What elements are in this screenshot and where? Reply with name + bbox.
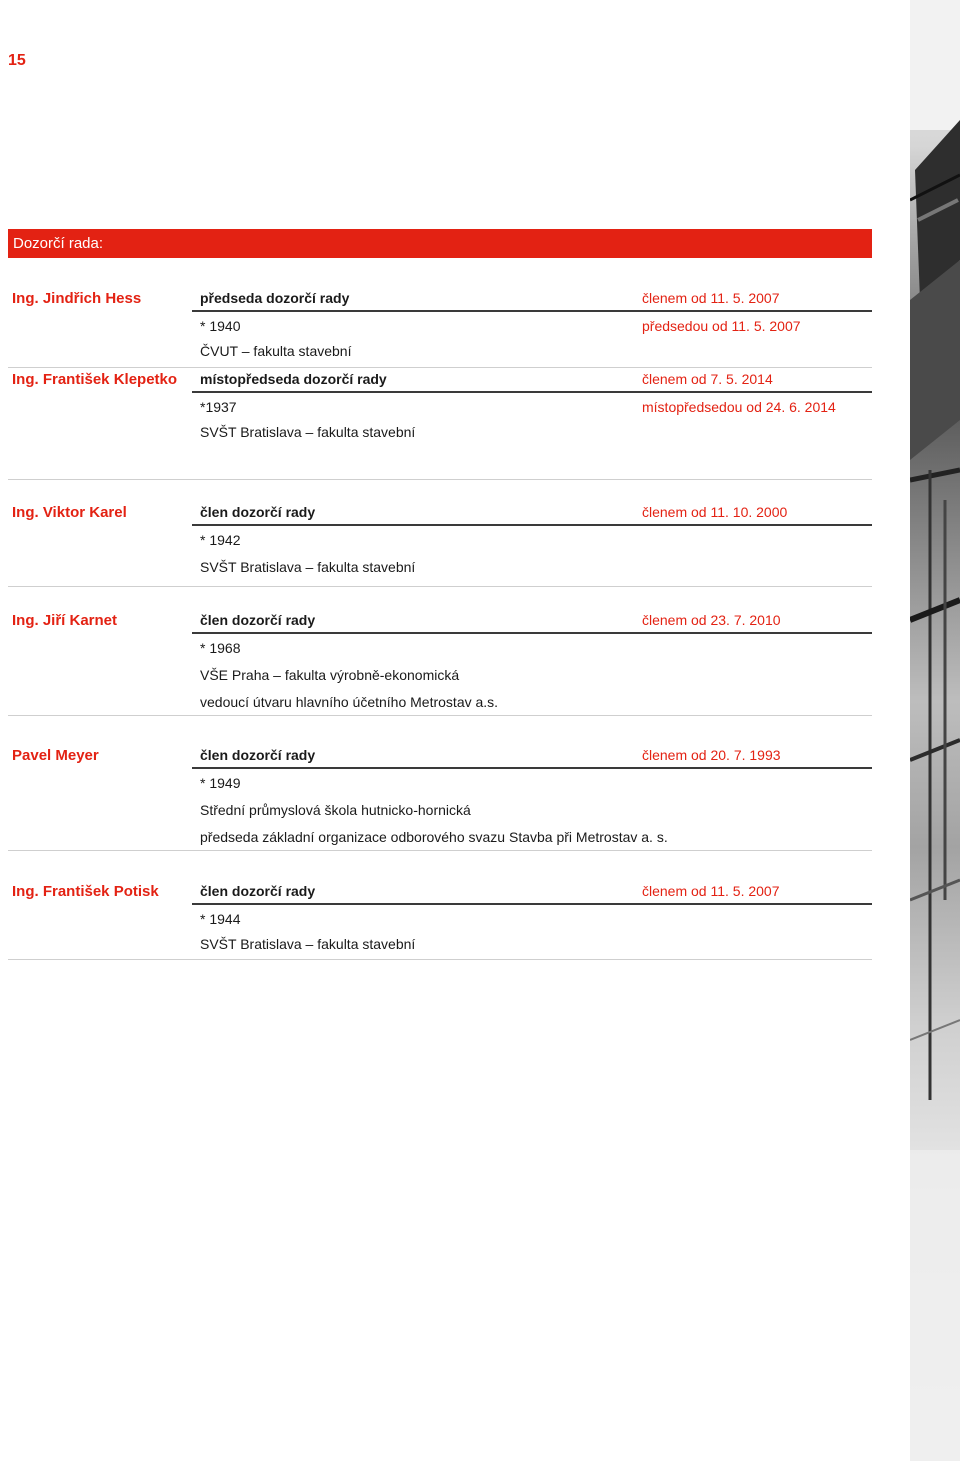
member-name: Ing. Jiří Karnet — [12, 612, 118, 629]
member-born: * 1940 — [200, 318, 241, 334]
member-education: ČVUT – fakulta stavební — [200, 343, 352, 359]
member-since: členem od 11. 10. 2000 — [642, 504, 788, 520]
member-role-since: místopředsedou od 24. 6. 2014 — [642, 399, 836, 415]
member-role: člen dozorčí rady — [200, 504, 316, 520]
member-education: SVŠT Bratislava – fakulta stavební — [200, 559, 416, 575]
section-title: Dozorčí rada: — [13, 235, 104, 252]
member-name: Ing. František Potisk — [12, 883, 159, 900]
divider — [8, 586, 872, 587]
member-position: předseda základní organizace odborového svazu Stavba při Metrostav a. s. — [200, 829, 668, 845]
member-born: * 1968 — [200, 640, 241, 656]
member-since: členem od 11. 5. 2007 — [642, 883, 780, 899]
architecture-photo-graphic — [910, 0, 960, 1461]
member-education: Střední průmyslová škola hutnicko-hornická — [200, 802, 471, 818]
member-name: Ing. František Klepetko — [12, 371, 178, 388]
divider — [8, 959, 872, 960]
member-education: SVŠT Bratislava – fakulta stavební — [200, 936, 416, 952]
member-name: Ing. Viktor Karel — [12, 504, 127, 521]
member-role-since: předsedou od 11. 5. 2007 — [642, 318, 801, 334]
member-position: vedoucí útvaru hlavního účetního Metrostav a.s. — [200, 694, 499, 710]
divider — [8, 850, 872, 851]
member-role: člen dozorčí rady — [200, 612, 316, 628]
member-since: členem od 23. 7. 2010 — [642, 612, 781, 628]
member-born: * 1944 — [200, 911, 241, 927]
member-hess — [8, 283, 872, 364]
member-born: * 1949 — [200, 775, 241, 791]
member-karnet — [8, 605, 872, 713]
member-role: člen dozorčí rady — [200, 747, 316, 763]
member-role: místopředseda dozorčí rady — [200, 371, 387, 387]
member-since: členem od 7. 5. 2014 — [642, 371, 773, 387]
member-name: Pavel Meyer — [12, 747, 99, 764]
member-meyer — [8, 740, 872, 848]
divider — [8, 479, 872, 480]
member-role: člen dozorčí rady — [200, 883, 316, 899]
member-born: * 1942 — [200, 532, 241, 548]
member-klepetko — [8, 362, 872, 443]
member-since: členem od 11. 5. 2007 — [642, 290, 780, 306]
section-banner — [8, 229, 872, 258]
member-name: Ing. Jindřich Hess — [12, 290, 142, 307]
member-potisk — [8, 876, 872, 957]
member-role: předseda dozorčí rady — [200, 290, 350, 306]
member-education: SVŠT Bratislava – fakulta stavební — [200, 424, 416, 440]
divider — [8, 715, 872, 716]
decorative-photo-strip — [910, 0, 960, 1461]
member-since: členem od 20. 7. 1993 — [642, 747, 781, 763]
member-born: *1937 — [200, 399, 237, 415]
page-number: 15 — [8, 52, 26, 69]
member-education: VŠE Praha – fakulta výrobně-ekonomická — [200, 667, 460, 683]
member-karel — [8, 497, 872, 578]
